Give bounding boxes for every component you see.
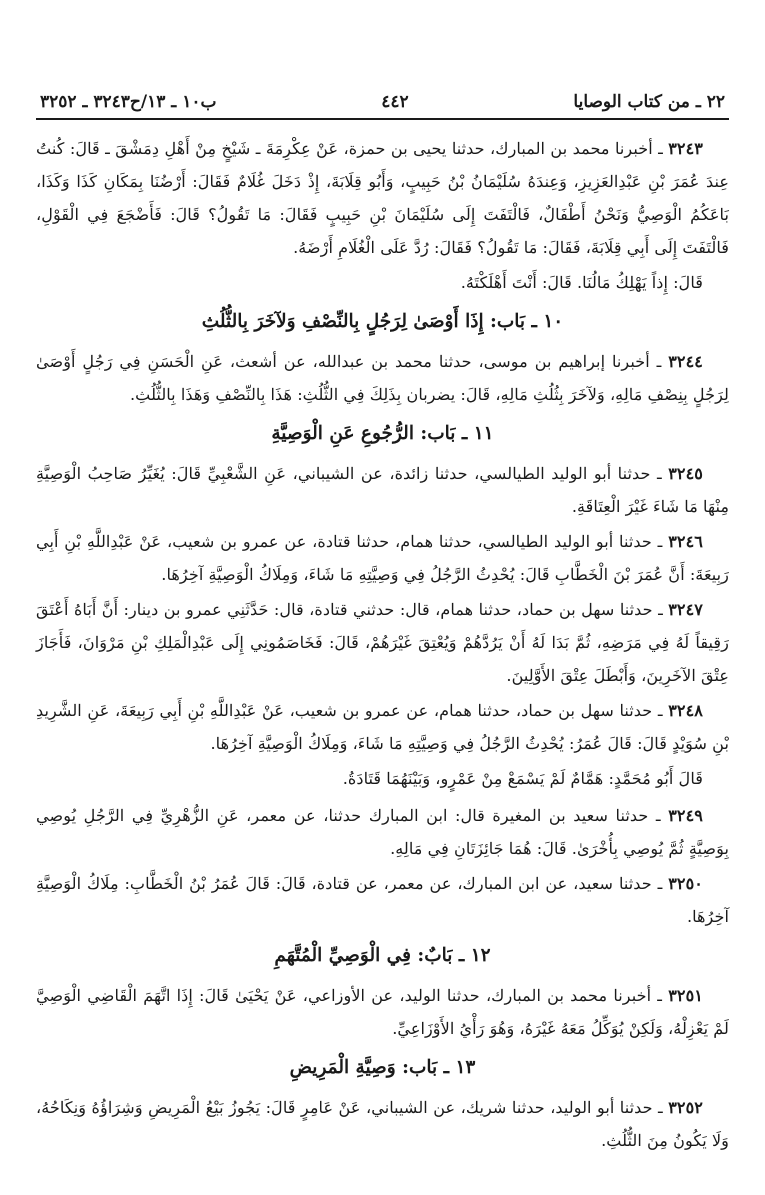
hadith-number: ٣٢٤٨ [668,701,703,720]
hadith-3250 [36,867,729,933]
hadith-3246 [36,525,729,591]
hadith-number: ٣٢٥١ [668,986,703,1005]
hadith-text: ـ حدثنا سهل بن حماد، حدثنا همام، عن عمرو بن شعيب، عَنْ عَبْدِاللَّهِ بْنِ أَبِي رَبِيعَةَ، عَنِ الشَّرِيدِ بْنِ سُوَيْدٍ قَالَ: قَالَ عُمَرُ: يُحْدِثُ الرَّجُلُ فِي وَصِيَّتِهِ مَا شَاءَ، وَمِلَاكُ الْوَصِيَّةِ آخِرُهَا. [36,701,729,753]
hadith-3243 [36,132,729,264]
hadith-number: ٣٢٥٢ [668,1098,703,1117]
hadith-text: ـ أخبرنا إبراهيم بن موسى، حدثنا محمد بن عبدالله، عن أشعث، عَنِ الْحَسَنِ فِي رَجُلٍ أَوْصَىٰ لِرَجُلٍ بِنِصْفِ مَالِهِ، وَلآخَرَ بِثُلُثِ مَالِهِ، قَالَ: يضربان بِذَلِكَ فِي الثُّلُثِ: هَذَا بِالنِّصْفِ وَهَذَا بِالثُّلُثِ. [36,352,729,404]
hadith-3245 [36,457,729,523]
hadith-text: ـ حدثنا أبو الوليد، حدثنا شريك، عن الشيباني، عَنْ عَامِرٍ قَالَ: يَجُوزُ بَيْعُ الْمَرِيضِ وَشِرَاؤُهُ وَنِكَاحُهُ، وَلَا يَكُونُ مِنَ الثُّلُثِ. [36,1098,729,1150]
hadith-3248-note: قَالَ أَبُو مُحَمَّدٍ: هَمَّامٌ لَمْ يَسْمَعْ مِنْ عَمْرٍو، وَبَيْنَهُمَا قَتَادَةُ. [342,769,703,788]
hadith-3251 [36,979,729,1045]
hadith-text: ـ أخبرنا محمد بن المبارك، حدثنا يحيى بن حمزة، عَنْ عِكْرِمَةَ ـ شَيْخٍ مِنْ أَهْلِ دِمَشْقَ ـ قَالَ: كُنتُ عِندَ عُمَرَ بْنِ عَبْدِالعَزِيزِ، وَعِندَهُ سُلَيْمَانُ بْنُ حَبِيبٍ، وَأَبُو قِلَابَةَ، إِذْ دَخَلَ غُلَامٌ فَقَالَ: أَرْضُنَا بِمَكَانِ كَذَا وَكَذَا، بَاعَكُمُ الْوَصِيُّ وَنَحْنُ أَطْفَالٌ، فَالْتَفَتَ إِلَى سُلَيْمَانَ بْنِ حَبِيبٍ فَقَالَ: مَا تَقُولُ؟ قَالَ: فَأَضْجَعَ فِي الْقَوْلِ، فَالْتَفَتَ إِلَى أَبِي قِلَابَةَ، فَقَالَ: مَا تَقُولُ؟ فَقَالَ: رُدَّ عَلَى الْغُلَامِ أَرْضَهُ. [36,139,729,257]
hadith-3249 [36,799,729,865]
hadith-number: ٣٢٤٧ [668,600,703,619]
hadith-number: ٣٢٥٠ [668,874,703,893]
hadith-number: ٣٢٤٣ [668,139,703,158]
hadith-3243-note: قَالَ: إِذاً يَهْلِكُ مَالُنَا. قَالَ: أَنْتَ أَهْلَكْتَهُ. [460,273,703,292]
hadith-3248 [36,694,729,760]
hadith-text: ـ حدثنا أبو الوليد الطيالسي، حدثنا همام، حدثنا قتادة، عن عمرو بن شعيب، عَنْ عَبْدِاللَّهِ بْنِ أَبِي رَبِيعَةَ: أَنَّ عُمَرَ بْنَ الْخَطَّابِ قَالَ: يُحْدِثُ الرَّجُلُ فِي وَصِيَّتِهِ مَا شَاءَ، وَمِلَاكُ الْوَصِيَّةِ آخِرُهَا. [36,532,729,584]
hadith-text: ـ حدثنا سعيد بن المغيرة قال: ابن المبارك حدثنا، عن معمر، عَنِ الزُّهْرِيِّ فِي الرَّجُلِ يُوصِي بِوَصِيَّةٍ ثُمَّ يُوصِي بِأُخْرَىٰ. قَالَ: هُمَا جَائِزَتَانِ فِي مَالِهِ. [36,806,729,858]
hadith-text: ـ حدثنا أبو الوليد الطيالسي، حدثنا زائدة، عن الشيباني، عَنِ الشَّعْبِيِّ قَالَ: يُغَيِّرُ صَاحِبُ الْوَصِيَّةِ مِنْهَا مَا شَاءَ غَيْرَ الْعِتَاقَةِ. [36,464,729,516]
hadith-number: ٣٢٤٩ [668,806,703,825]
hadith-text: ـ حدثنا سهل بن حماد، حدثنا همام، قال: حدثني قتادة، قال: حَدَّثَنِي عمرو بن دينار: أَنَّ أَبَاهُ أَعْتَقَ رَقِيقاً لَهُ فِي مَرَضِهِ، ثُمَّ بَدَا لَهُ أَنْ يَرُدَّهُمْ وَيُعْتِقَ غَيْرَهُمْ، قَالَ: فَخَاصَمُونِي إِلَى عَبْدِالْمَلِكِ بْنِ مَرْوَانَ، فَأَجَازَ عِتْقَ الآخَرِينَ، وَأَبْطَلَ عِتْقَ الأَوَّلِينَ. [36,600,729,685]
chapter-heading-13: ١٣ ـ بَاب: وَصِيَّةِ الْمَرِيضِ [289,1057,476,1078]
header-range: ب١٠ ـ ١٣/ح٣٢٤٣ ـ ٣٢٥٢ [40,92,217,112]
hadith-number: ٣٢٤٥ [668,464,703,483]
header-chapter-title: ٢٢ ـ من كتاب الوصايا [573,92,725,112]
page-number: ٤٤٢ [381,92,409,112]
header-divider [36,118,729,120]
running-header [36,92,729,118]
hadith-text: ـ حدثنا سعيد، عن ابن المبارك، عن معمر، عن قتادة، قَالَ: قَالَ عُمَرُ بْنُ الْخَطَّابِ: مِلَاكُ الْوَصِيَّةِ آخِرُهَا. [36,874,729,926]
hadith-number: ٣٢٤٤ [668,352,703,371]
hadith-3244 [36,345,729,411]
hadith-3247 [36,593,729,692]
chapter-heading-12: ١٢ ـ بَابٌ: فِي الْوَصِيِّ الْمُتَّهَمِ [274,945,491,966]
hadith-number: ٣٢٤٦ [668,532,703,551]
hadith-3252 [36,1091,729,1157]
chapter-heading-11: ١١ ـ بَاب: الرُّجُوعِ عَنِ الْوَصِيَّةِ [271,423,494,444]
chapter-heading-10: ١٠ ـ بَاب: إِذَا أَوْصَىٰ لِرَجُلٍ بِالنِّصْفِ وَلآخَرَ بِالثُّلُثِ [201,311,564,332]
hadith-text: ـ أخبرنا محمد بن المبارك، حدثنا الوليد، عن الأوزاعي، عَنْ يَحْيَىٰ قَالَ: إِذَا اتَّهَمَ الْقَاضِي الْوَصِيَّ لَمْ يَعْزِلْهُ، وَلَكِنْ يُوَكِّلُ مَعَهُ غَيْرَهُ، وَهُوَ رَأْيُ الأَوْزَاعِيِّ. [36,986,729,1038]
